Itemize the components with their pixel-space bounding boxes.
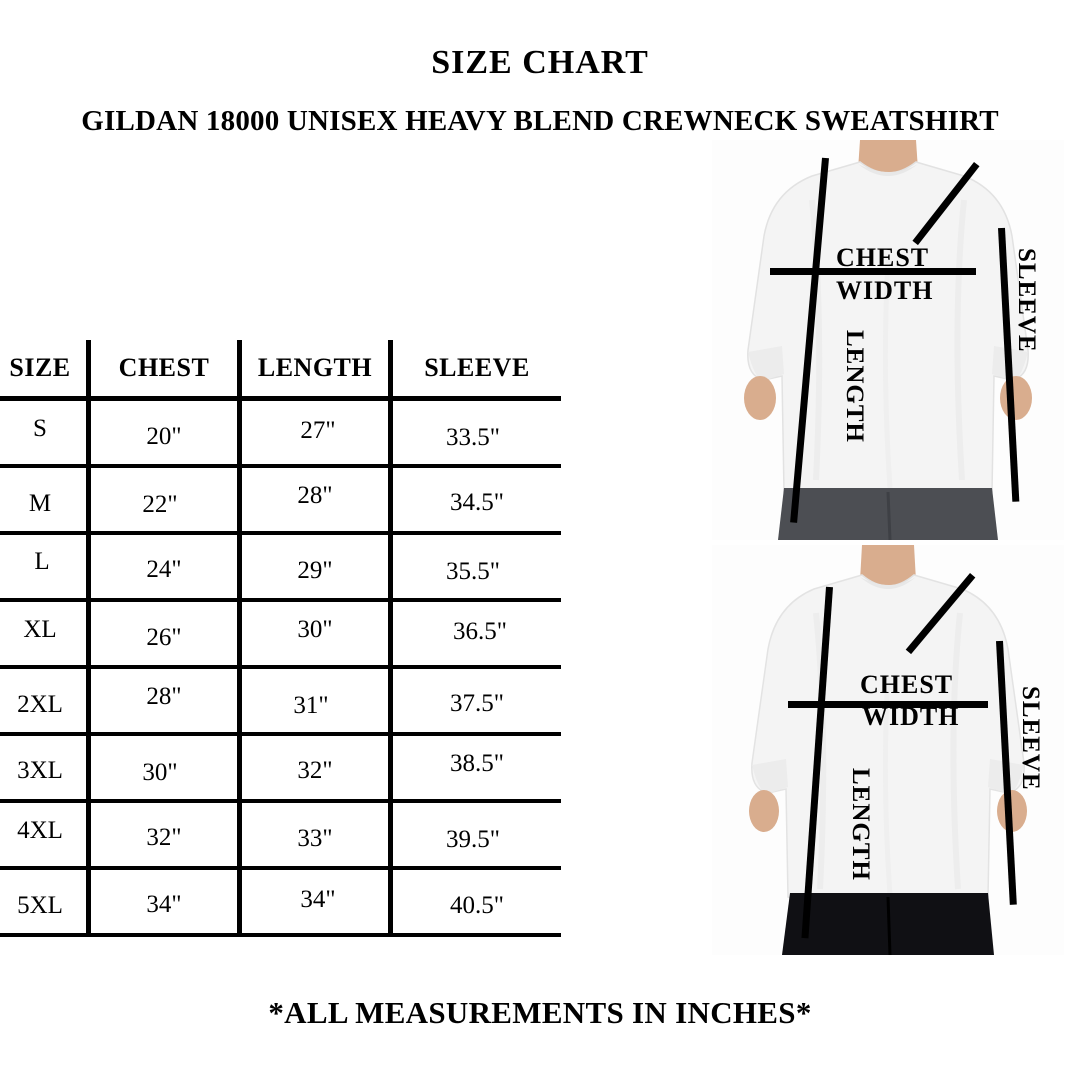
table-row bbox=[0, 466, 561, 533]
cell-size: 2XL bbox=[0, 667, 89, 734]
table-header bbox=[0, 340, 561, 399]
cell-chest: 32" bbox=[89, 801, 240, 868]
cell-chest: 20" bbox=[89, 399, 240, 467]
length-text-bottom: LENGTH bbox=[847, 768, 874, 881]
table-row bbox=[0, 801, 561, 868]
cell-chest: 22" bbox=[89, 466, 240, 533]
cell-chest: 28" bbox=[89, 667, 240, 734]
cell-size: 5XL bbox=[0, 868, 89, 935]
page-title: SIZE CHART bbox=[431, 44, 649, 81]
cell-sleeve: 36.5" bbox=[391, 600, 562, 667]
cell-sleeve: 38.5" bbox=[391, 734, 562, 801]
cell-size: L bbox=[0, 533, 89, 600]
table-header-row bbox=[0, 340, 561, 399]
column-header-size: SIZE bbox=[0, 340, 89, 399]
column-header-length: LENGTH bbox=[240, 340, 391, 399]
column-header-chest: CHEST bbox=[89, 340, 240, 399]
cell-size: M bbox=[0, 466, 89, 533]
width-text-top: WIDTH bbox=[836, 276, 934, 305]
cell-sleeve: 34.5" bbox=[391, 466, 562, 533]
width-text-bottom: WIDTH bbox=[862, 702, 960, 731]
table-row bbox=[0, 667, 561, 734]
cell-length: 29" bbox=[240, 533, 391, 600]
cell-length: 30" bbox=[240, 600, 391, 667]
size-chart-table-container bbox=[0, 340, 546, 919]
chest-text-top: CHEST bbox=[836, 243, 930, 272]
sleeve-text-top: SLEEVE bbox=[1013, 248, 1040, 353]
table-body bbox=[0, 399, 561, 936]
size-chart-table bbox=[0, 340, 561, 937]
cell-length: 33" bbox=[240, 801, 391, 868]
cell-sleeve: 40.5" bbox=[391, 868, 562, 935]
cell-length: 32" bbox=[240, 734, 391, 801]
page-subtitle: GILDAN 18000 UNISEX HEAVY BLEND CREWNECK SWEATSHIRT bbox=[81, 105, 999, 137]
cell-sleeve: 37.5" bbox=[391, 667, 562, 734]
cell-chest: 30" bbox=[89, 734, 240, 801]
table-row bbox=[0, 533, 561, 600]
cell-size: S bbox=[0, 399, 89, 467]
cell-chest: 26" bbox=[89, 600, 240, 667]
table-row bbox=[0, 734, 561, 801]
cell-chest: 24" bbox=[89, 533, 240, 600]
cell-size: 3XL bbox=[0, 734, 89, 801]
table-row bbox=[0, 600, 561, 667]
cell-length: 28" bbox=[240, 466, 391, 533]
cell-length: 27" bbox=[240, 399, 391, 467]
column-header-sleeve: SLEEVE bbox=[391, 340, 562, 399]
cell-size: 4XL bbox=[0, 801, 89, 868]
cell-sleeve: 39.5" bbox=[391, 801, 562, 868]
length-text-top: LENGTH bbox=[841, 330, 868, 443]
cell-sleeve: 35.5" bbox=[391, 533, 562, 600]
cell-size: XL bbox=[0, 600, 89, 667]
chest-text-bottom: CHEST bbox=[860, 670, 954, 699]
cell-sleeve: 33.5" bbox=[391, 399, 562, 467]
sweatshirt-diagram-female bbox=[712, 545, 1064, 955]
table-row bbox=[0, 399, 561, 467]
sleeve-text-bottom: SLEEVE bbox=[1017, 686, 1044, 791]
measurement-units-note: *ALL MEASUREMENTS IN INCHES* bbox=[268, 995, 812, 1030]
cell-length: 31" bbox=[240, 667, 391, 734]
cell-length: 34" bbox=[240, 868, 391, 935]
table-row bbox=[0, 868, 561, 935]
cell-chest: 34" bbox=[89, 868, 240, 935]
